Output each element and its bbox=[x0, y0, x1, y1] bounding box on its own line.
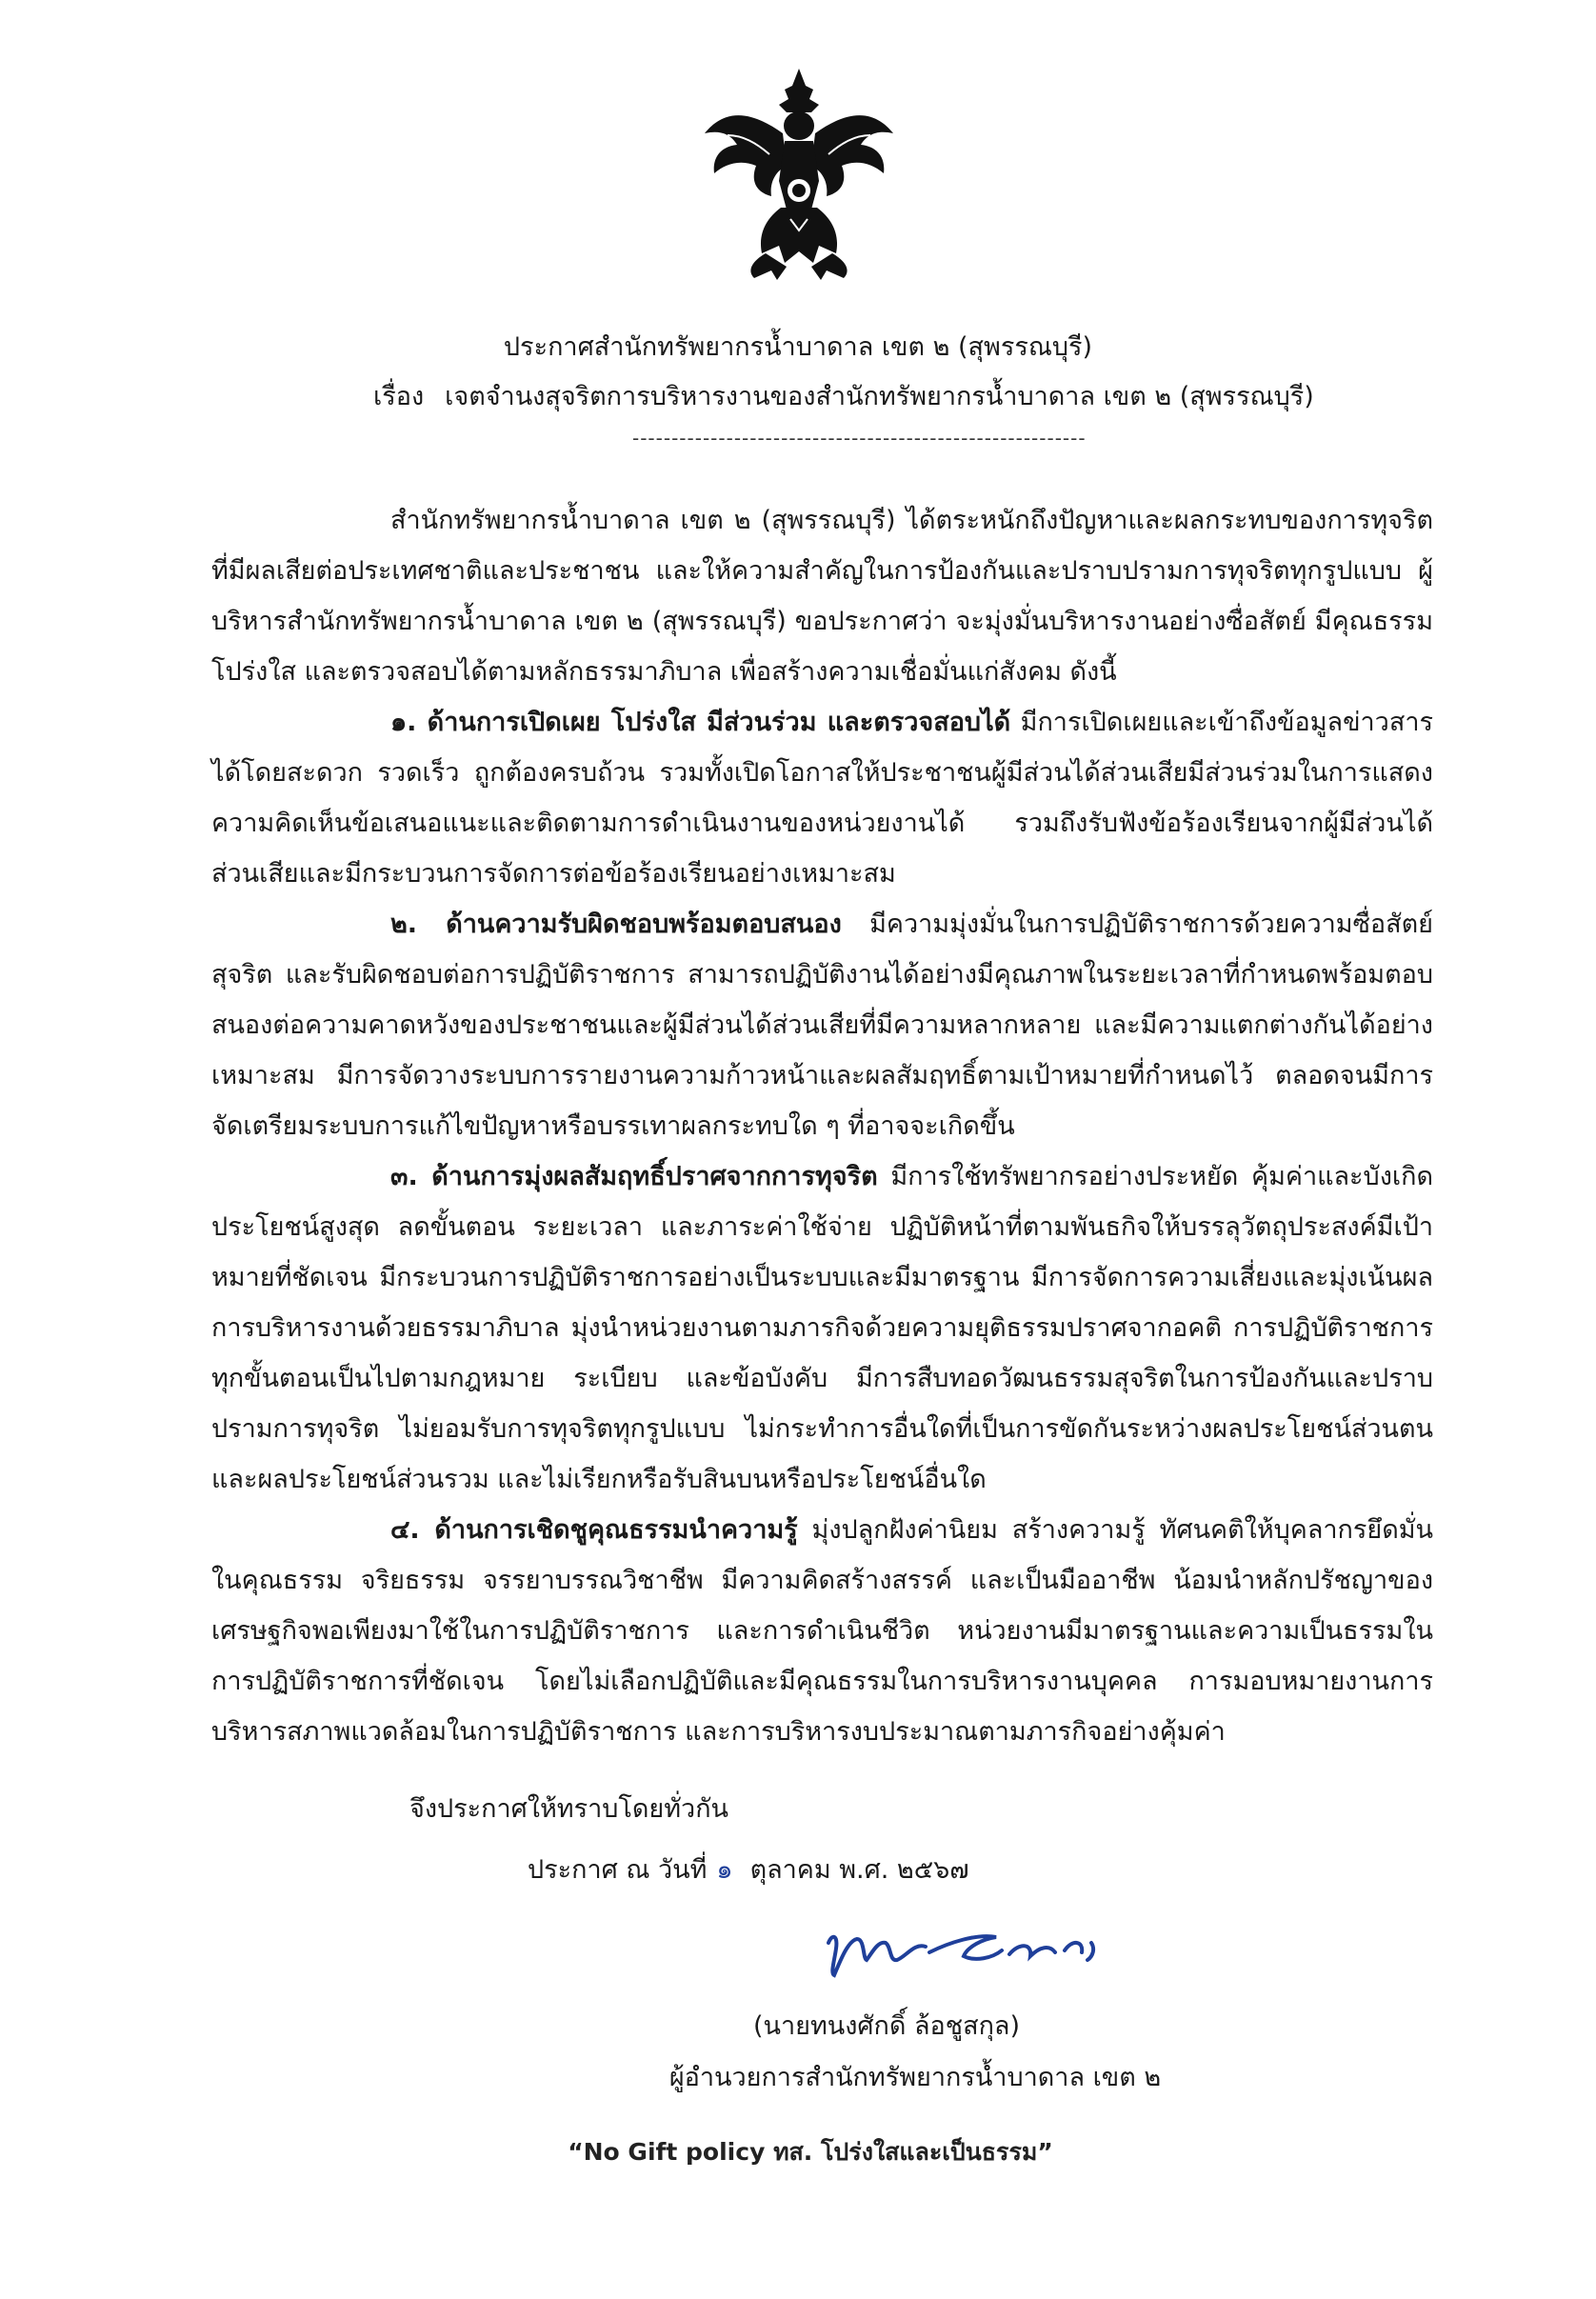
section-2-text: มีความมุ่งมั่นในการปฏิบัติราชการด้วยความซื่อสัตย์สุจริต และรับผิดชอบต่อการปฏิบัติราชการ สามารถปฏิบัติงานได้อย่างมีคุณภาพในระยะเวลาที่กำหนดพร้อมตอบสนองต่อความคาดหวังของประชาชนและผู้มีส่วนได้ส่วนเสียที่มีความหลากหลาย และมีความแตกต่างกันได้อย่างเหมาะสม มีการจัดวางระบบการรายงานความก้าวหน้าและผลสัมฤทธิ์ตามเป้าหมายที่กำหนดไว้ ตลอดจนมีการจัดเตรียมระบบการแก้ไขปัญหาหรือบรรเทาผลกระทบใด ๆ ที่อาจจะเกิดขึ้น bbox=[211, 910, 1433, 1141]
signer-position: ผู้อำนวยการสำนักทรัพยากรน้ำบาดาล เขต ๒ bbox=[668, 2063, 1162, 2092]
announcement-title: ประกาศสำนักทรัพยากรน้ำบาดาล เขต ๒ (สุพรรณบุรี) bbox=[503, 332, 1093, 362]
section-3-text: มีการใช้ทรัพยากรอย่างประหยัด คุ้มค่าและบังเกิดประโยชน์สูงสุด ลดขั้นตอน ระยะเวลา และภาระค่าใช้จ่าย ปฏิบัติหน้าที่ตามพันธกิจให้บรรลุวัตถุประสงค์มีเป้าหมายที่ชัดเจน มีกระบวนการปฏิบัติราชการอย่างเป็นระบบและมีมาตรฐาน มีการจัดการความเสี่ยงและมุ่งเน้นผลการบริหารงานด้วยธรรมาภิบาล มุ่งนำหน่วยงานตามภารกิจด้วยความยุติธรรมปราศจากอคติ การปฏิบัติราชการทุกขั้นตอนเป็นไปตามกฎหมาย ระเบียบ และข้อบังคับ มีการสืบทอดวัฒนธรรมสุจริตในการป้องกันและปราบปรามการทุจริต ไม่ยอมรับการทุจริตทุกรูปแบบ ไม่กระทำการอื่นใดที่เป็นการขัดกันระหว่างผลประโยชน์ส่วนตนและผลประโยชน์ส่วนรวม และไม่เรียกหรือรับสินบนหรือประโยชน์อื่นใด bbox=[211, 1162, 1433, 1494]
announcement-subject bbox=[373, 379, 1314, 415]
header-divider: ---------------------------------------------------------- bbox=[632, 427, 1087, 450]
section-3 bbox=[211, 1151, 1433, 1505]
intro-paragraph: สำนักทรัพยากรน้ำบาดาล เขต ๒ (สุพรรณบุรี) ได้ตระหนักถึงปัญหาและผลกระทบของการทุจริตที่มีผลเสียต่อประเทศชาติและประชาชน และให้ความสำคัญในการป้องกันและปราบปรามการทุจริตทุกรูปแบบ ผู้บริหารสำนักทรัพยากรน้ำบาดาล เขต ๒ (สุพรรณบุรี) ขอประกาศว่า จะมุ่งมั่นบริหารงานอย่างซื่อสัตย์ มีคุณธรรม โปร่งใส และตรวจสอบได้ตามหลักธรรมาภิบาล เพื่อสร้างความเชื่อมั่นแก่สังคม ดังนี้ bbox=[211, 506, 1433, 687]
date-prefix: ประกาศ ณ วันที่ bbox=[528, 1855, 708, 1885]
section-3-heading: ๓. ด้านการมุ่งผลสัมฤทธิ์ปราศจากการทุจริต bbox=[390, 1162, 878, 1191]
announcement-body bbox=[211, 495, 1433, 1757]
section-2-heading: ๒. ด้านความรับผิดชอบพร้อมตอบสนอง bbox=[390, 910, 842, 939]
announcement-date bbox=[528, 1851, 969, 1889]
section-1 bbox=[211, 697, 1433, 899]
section-4-text: มุ่งปลูกฝังค่านิยม สร้างความรู้ ทัศนคติให้บุคลากรยึดมั่นในคุณธรรม จริยธรรม จรรยาบรรณวิชาชีพ มีความคิดสร้างสรรค์ และเป็นมืออาชีพ น้อมนำหลักปรัชญาของเศรษฐกิจพอเพียงมาใช้ในการปฏิบัติราชการ และการดำเนินชีวิต หน่วยงานมีมาตรฐานและความเป็นธรรมในการปฏิบัติราชการที่ชัดเจน โดยไม่เลือกปฏิบัติและมีคุณธรรมในการบริหารงานบุคคล การมอบหมายงานการบริหารสภาพแวดล้อมในการปฏิบัติราชการ และการบริหารงบประมาณตามภารกิจอย่างคุ้มค่า bbox=[211, 1515, 1433, 1747]
subject-label: เรื่อง bbox=[373, 382, 425, 411]
closing-announcement: จึงประกาศให้ทราบโดยทั่วกัน bbox=[409, 1794, 728, 1824]
section-1-heading: ๑. ด้านการเปิดเผย โปร่งใส มีส่วนร่วม และตรวจสอบได้ bbox=[390, 708, 1011, 737]
signer-name: (นายทนงศักดิ์ ล้อชูสกุล) bbox=[752, 2011, 1020, 2041]
section-4 bbox=[211, 1505, 1433, 1757]
subject-text: เจตจำนงสุจริตการบริหารงานของสำนักทรัพยากรน้ำบาดาล เขต ๒ (สุพรรณบุรี) bbox=[445, 382, 1314, 411]
date-day: ๑ bbox=[716, 1855, 733, 1885]
handwritten-signature bbox=[815, 1905, 1139, 1990]
policy-slogan: “No Gift policy ทส. โปร่งใสและเป็นธรรม” bbox=[568, 2138, 1053, 2166]
section-2 bbox=[211, 899, 1433, 1151]
section-4-heading: ๔. ด้านการเชิดชูคุณธรรมนำความรู้ bbox=[390, 1515, 798, 1545]
date-month-year: ตุลาคม พ.ศ. ๒๕๖๗ bbox=[749, 1855, 969, 1885]
garuda-emblem-icon bbox=[699, 67, 899, 286]
section-1-text: มีการเปิดเผยและเข้าถึงข้อมูลข่าวสารได้โดยสะดวก รวดเร็ว ถูกต้องครบถ้วน รวมทั้งเปิดโอกาสให้ประชาชนผู้มีส่วนได้ส่วนเสียมีส่วนร่วมในการแสดงความคิดเห็นข้อเสนอแนะและติดตามการดำเนินงานของหน่วยงานได้ รวมถึงรับฟังข้อร้องเรียนจากผู้มีส่วนได้ส่วนเสียและมีกระบวนการจัดการต่อข้อร้องเรียนอย่างเหมาะสม bbox=[211, 708, 1433, 889]
